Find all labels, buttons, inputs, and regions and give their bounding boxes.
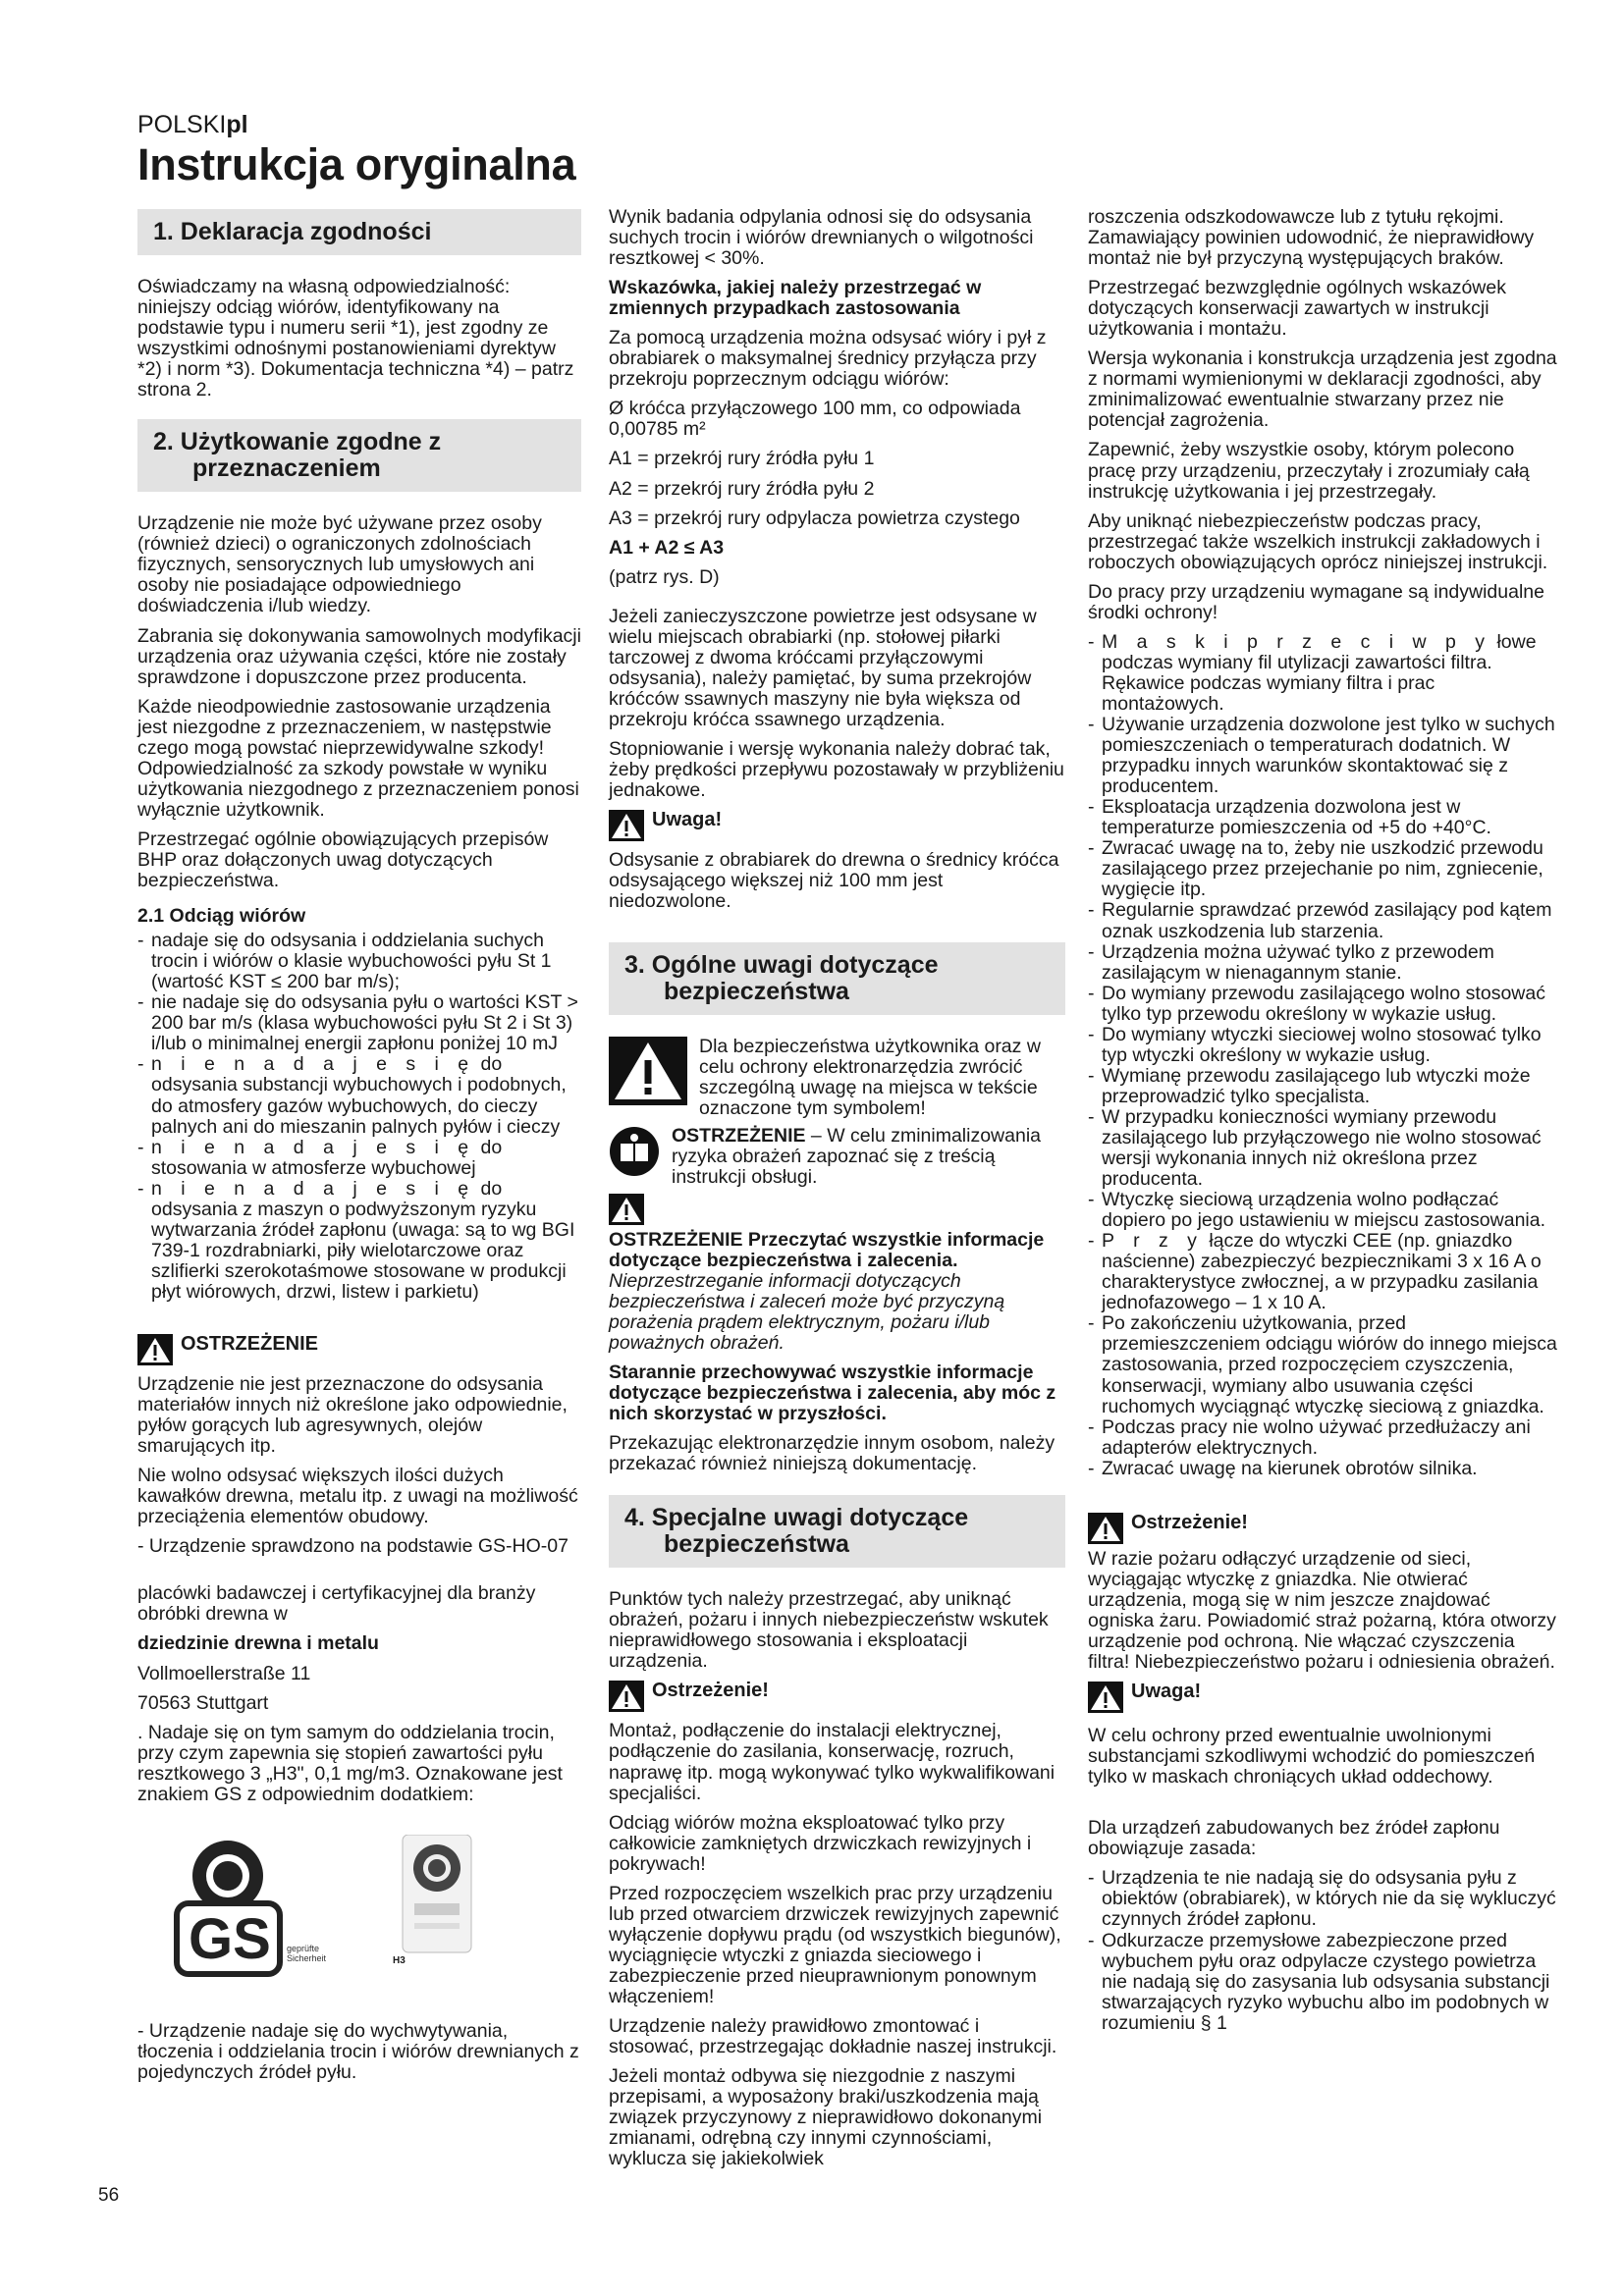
paragraph: Każde nieodpowiednie zastosowanie urządzenia jest niezgodne z przeznaczeniem, w następstwie czego mogą powstać nieprzewidywalne szkody! Odpowiedzialność za szkody powstałe w wyniku użytkowania niezgodnego z przeznaczeniem ponosi wyłącznie użytkownik. (137, 695, 579, 821)
formula: A1 + A2 ≤ A3 (609, 536, 725, 559)
column-1 (137, 209, 581, 2092)
warning-block (609, 1681, 1065, 1717)
paragraph: Odsysanie z obrabiarek do drewna o średnicy króćca odsysającego większej niż 100 mm jest niedozwolone. (609, 849, 1059, 913)
section-heading-4: 4. Specjalne uwagi dotyczące bezpieczeństwa (609, 1495, 1065, 1568)
list-item: - n i e n a d a j e s i ę do stosowania w atmosferze wybuchowej (137, 1138, 581, 1179)
caution-label: Uwaga! (1131, 1681, 1202, 1703)
list-item: - Regularnie sprawdzać przewód zasilający pod kątem oznak uszkodzenia lub starzenia. (1088, 900, 1559, 941)
gs-logo-text: GS (189, 1906, 271, 1971)
warning-block (609, 1194, 1065, 1230)
list-item: - nadaje się do odsysania i oddzielania suchych trocin i wiórów o klasie wybuchowości pyłu St 1 (wartość KST ≤ 200 bar m/s); (137, 931, 581, 992)
paragraph: roszczenia odszkodowawcze lub z tytułu rękojmi. Zamawiający powinien udowodnić, że nieprawidłowy montaż nie był przyczyną występujących braków. (1088, 206, 1535, 270)
paragraph: Urządzenie należy prawidłowo zmontować i stosować, przestrzegając dokładnie naszej instrukcji. (609, 2015, 1057, 2058)
warning-triangle-icon (609, 1681, 644, 1717)
list-item: - n i e n a d a j e s i ę do odsysania substancji wybuchowych i podobnych, do atmosfery gazów wybuchowych, do cieczy palnych ani do mieszanin palnych pyłów i cieczy (137, 1054, 581, 1137)
subsection-heading: 2.1 Odciąg wiórów (137, 905, 306, 928)
gs-logo-caption: geprüfte Sicherheit (287, 1943, 327, 1963)
list-item: - Wymianę przewodu zasilającego lub wtyczki może przeprowadzić tylko specjalista. (1088, 1066, 1559, 1107)
caution-block (1088, 1682, 1559, 1718)
address-city: 70563 Stuttgart (137, 1691, 269, 1714)
paragraph: Do pracy przy urządzeniu wymagane są indywidualne środki ochrony! (1088, 580, 1544, 623)
language-label: POLSKIpl (137, 111, 248, 138)
paragraph: A3 = przekrój rury odpylacza powietrza czystego (609, 507, 1020, 529)
warning-triangle-icon (1088, 1513, 1123, 1549)
paragraph: Stopniowanie i wersję wykonania należy dobrać tak, żeby prędkości przepływu pozostawały w przybliżeniu jednakowe. (609, 737, 1064, 802)
certification-logos (167, 1835, 581, 1982)
paragraph: A1 = przekrój rury źródła pyłu 1 (609, 448, 875, 470)
paragraph: Montaż, podłączenie do instalacji elektrycznej, podłączenie do zasilania, konserwację, rozruch, naprawę itp. mogą wykonywać tylko wykwalifikowani specjaliści. (609, 1720, 1056, 1804)
paragraph: Przekazując elektronarzędzie innym osobom, należy przekazać również niniejszą dokumentację. (609, 1432, 1056, 1475)
section-heading-2: 2. Użytkowanie zgodne z przeznaczeniem (137, 419, 581, 492)
list-item: - Urządzenia te nie nadają się do odsysania pyłu z obiektów (obrabiarek), w których nie da się wykluczyć czynnych źródeł zapłonu. (1088, 1868, 1559, 1930)
list-item: - Zwracać uwagę na kierunek obrotów silnika. (1088, 1459, 1559, 1479)
warning-label: Ostrzeżenie! (652, 1680, 769, 1702)
paragraph-heading: Starannie przechowywać wszystkie informacje dotyczące bezpieczeństwa i zalecenia, aby móc z nich skorzystać w przyszłości. (609, 1361, 1056, 1425)
paragraph: Oświadczamy na własną odpowiedzialność: niniejszy odciąg wiórów, identyfikowany na podstawie typu i numeru serii *1), jest zgodny ze wszystkimi odnośnymi postanowieniami dyrektyw *2) i norm *3). Dokumentacja techniczna *4) – patrz strona 2. (137, 276, 574, 401)
list-item: - M a s k i p r z e c i w p y łowe podczas wymiany fil utylizacji zawartości filtra. Rękawice podczas wymiany filtra i prac montażowych. (1088, 632, 1559, 715)
read-manual-block (609, 1126, 1065, 1188)
paragraph: Przed rozpoczęciem wszelkich prac przy urządzeniu lub przed otwarciem drzwiczek rewizyjnych zapewnić wyłączenie dopływu prądu (od wszystkich biegunów), wyciągnięcie wtyczki z gniazda sieciowego i zabezpieczenie przed nieuprawnionym ponownym włączeniem! (609, 1882, 1061, 2007)
warning-triangle-icon (137, 1334, 173, 1370)
paragraph: Za pomocą urządzenia można odsysać wióry i pył z obrabiarek o maksymalnej średnicy przyłącza przy przekroju poprzecznym odciągu wiórów: (609, 327, 1047, 391)
list-item: - nie nadaje się do odsysania pyłu o wartości KST > 200 bar m/s (klasa wybuchowości pyłu St 2 i St 3) i/lub o minimalnej energii zapłonu poniżej 10 mJ (137, 992, 581, 1054)
paragraph: Dla bezpieczeństwa użytkownika oraz w celu ochrony elektronarzędzia zwrócić szczególną uwagę na miejsca w tekście oznaczone tym symbolem! (699, 1036, 1041, 1120)
paragraph: Jeżeli zanieczyszczone powietrze jest odsysane w wielu miejscach obrabiarki (np. stołowej piłarki tarczowej z dwoma króćcami przyłączowymi odsysania), należy pamiętać, by suma przekrojów króćców ssawnych maszyny nie była większa od przekroju króćca ssawnego urządzenia. (609, 605, 1037, 730)
gs-logo (167, 1835, 334, 1982)
list-item: - Zwracać uwagę na to, żeby nie uszkodzić przewodu zasilającego przez przejechanie po nim, zgniecenie, wygięcie itp. (1088, 838, 1559, 900)
dash-list (137, 931, 581, 1303)
caution-block (609, 810, 1065, 846)
warning-triangle-icon (609, 810, 644, 846)
address-street: Vollmoellerstraße 11 (137, 1662, 311, 1684)
paragraph: Zabrania się dokonywania samowolnych modyfikacji urządzenia oraz używania części, które nie zostały sprawdzone i dopuszczone przez producenta. (137, 624, 581, 688)
list-item: - Wtyczkę sieciową urządzenia wolno podłączać dopiero po jego ustawieniu w miejscu zastosowania. (1088, 1190, 1559, 1231)
paragraph: Wersja wykonania i konstrukcja urządzenia jest zgodna z normami wymienionymi w deklaracji zgodności, aby zminimalizować ewentualnie stwarzany przez nie potencjał zagrożenia. (1088, 347, 1557, 432)
paragraph: . Nadaje się on tym samym do oddzielania trocin, przy czym zapewnia się stopień zawartości pyłu resztkowego 3 „H3", 0,1 mg/m3. Oznakowane jest znakiem GS z odpowiednim dodatkiem: (137, 1721, 563, 1805)
paragraph: W razie pożaru odłączyć urządzenie od sieci, wyciągając wtyczkę z gniazdka. Nie otwierać urządzenia, mogą się w nim jeszcze znajdować ogniska żaru. Powiadomić straż pożarną, która otworzy urządzenie pod ochroną. Nie włączać czyszczenia filtra! Niebezpieczeństwo pożaru i odniesienia obrażeń. (1088, 1547, 1556, 1674)
paragraph: OSTRZEŻENIE – W celu zminimalizowania ryzyka obrażeń zapoznać się z treścią instrukcji obsługi. (672, 1124, 1042, 1188)
list-item: - W przypadku konieczności wymiany przewodu zasilającego lub przyłączowego nie wolno stosować wersji wykonania innych niż określona przez producenta. (1088, 1107, 1559, 1190)
safety-symbol-block (609, 1037, 1065, 1119)
section-heading-3: 3. Ogólne uwagi dotyczące bezpieczeństwa (609, 942, 1065, 1015)
warning-triangle-icon (609, 1037, 687, 1110)
paragraph: Zapewnić, żeby wszystkie osoby, którym polecono pracę przy urządzeniu, przeczytały i zrozumiały całą instrukcję użytkowania i jej przestrzegały. (1088, 439, 1530, 503)
page-number: 56 (98, 2185, 120, 2206)
paragraph: Dla urządzeń zabudowanych bez źródeł zapłonu obowiązuje zasada: (1088, 1817, 1500, 1860)
list-item: - n i e n a d a j e s i ę do odsysania z maszyn o podwyższonym ryzyku wytwarzania źródeł zapłonu (uwaga: są to wg BGI 739-1 rozdrabniarki, piły wielotarczowe oraz szlifierki szerokotaśmowe stosowane w produkcji płyt wiórowych, drzwi, listew i parkietu) (137, 1179, 581, 1303)
column-2 (609, 207, 1065, 2178)
paragraph: Punktów tych należy przestrzegać, aby uniknąć obrażeń, pożaru i innych niebezpieczeństw wskutek nieprawidłowego stosowania i eksploatacji urządzenia. (609, 1588, 1049, 1673)
h3-label-logo (393, 1835, 481, 1982)
list-item: - Do wymiany wtyczki sieciowej wolno stosować tylko typ wtyczki określony w wykazie usług. (1088, 1025, 1559, 1066)
paragraph: Ø króćca przyłączowego 100 mm, co odpowiada 0,00785 m² (609, 398, 1021, 441)
paragraph: Przestrzegać ogólnie obowiązujących przepisów BHP oraz dołączonych uwag dotyczących bezpieczeństwa. (137, 828, 549, 892)
paragraph: - Urządzenie nadaje się do wychwytywania, tłoczenia i oddzielania trocin i wiórów drewnianych z pojedynczych źródeł pyłu. (137, 2019, 579, 2083)
paragraph: A2 = przekrój rury źródła pyłu 2 (609, 477, 875, 500)
dash-list (1088, 632, 1559, 1479)
list-item: - Urządzenia można używać tylko z przewodem zasilającym w nienagannym stanie. (1088, 942, 1559, 984)
paragraph: Urządzenie nie może być używane przez osoby (również dzieci) o ograniczonych zdolnościach fizycznych, sensorycznych lub umysłowych ani osoby nie posiadające odpowiedniego doświadczenia i/lub wiedzy. (137, 512, 542, 617)
section-heading-1: 1. Deklaracja zgodności (137, 209, 581, 255)
paragraph: Nie wolno odsysać większych ilości dużych kawałków drewna, metalu itp. z uwagi na możliwość przeciążenia elementów obudowy. (137, 1465, 578, 1528)
warning-block (1088, 1513, 1559, 1549)
paragraph: placówki badawczej i certyfikacyjnej dla branży obróbki drewna w (137, 1582, 536, 1626)
warning-label: OSTRZEŻENIE (181, 1332, 319, 1355)
warning-label: Ostrzeżenie! (1131, 1511, 1248, 1533)
paragraph: Jeżeli montaż odbywa się niezgodnie z naszymi przepisami, a wyposażony braki/uszkodzenia mają związek przyczynowy z nieprawidłowo dokonanymi zmianami, odrębną czy innymi czynnościami, wyklucza się jakiekolwiek (609, 2065, 1043, 2170)
list-item: - Podczas pracy nie wolno używać przedłużaczy ani adapterów elektrycznych. (1088, 1417, 1559, 1459)
read-manual-icon (609, 1126, 660, 1182)
list-item: - Używanie urządzenia dozwolone jest tylko w suchych pomieszczeniach o temperaturach dodatnich. W przypadku innych warunków skontaktować się z producentem. (1088, 715, 1559, 797)
list-item: - Do wymiany przewodu zasilającego wolno stosować tylko typ przewodu określony w wykazie usług. (1088, 984, 1559, 1025)
list-item: - Po zakończeniu użytkowania, przed przemieszczeniem odciągu wiórów do innego miejsca zastosowania, przed rozpoczęciem czyszczenia, konserwacji, wymiany albo usuwania części ruchomych wyciągnąć wtyczkę sieciową z gniazdka. (1088, 1313, 1559, 1416)
warning-triangle-icon (1088, 1682, 1123, 1718)
paragraph: Aby uniknąć niebezpieczeństw podczas pracy, przestrzegać także wszelkich instrukcji zakładowych i roboczych obowiązujących oprócz niniejszej instrukcji. (1088, 509, 1548, 573)
list-item: - P r z y łącze do wtyczki CEE (np. gniazdko naścienne) zabezpieczyć bezpiecznikami 3 x 16 A o charakterystyce zwłocznej, a w przypadku zasilania jednofazowego – 1 x 10 A. (1088, 1231, 1559, 1313)
paragraph: - Urządzenie sprawdzono na podstawie GS-HO-07 (137, 1535, 568, 1558)
caution-label: Uwaga! (652, 809, 723, 831)
paragraph: dziedzinie drewna i metalu (137, 1632, 379, 1655)
paragraph: Wynik badania odpylania odnosi się do odsysania suchych trocin i wiórów drewnianych o wilgotności resztkowej < 30%. (609, 206, 1034, 270)
paragraph: Odciąg wiórów można eksploatować tylko przy całkowicie zamkniętych drzwiczkach rewizyjnych i pokrywach! (609, 1811, 1032, 1875)
paragraph-heading: Wskazówka, jakiej należy przestrzegać w zmiennych przypadkach zastosowania (609, 277, 982, 320)
warning-block (137, 1334, 581, 1370)
page-title: Instrukcja oryginalna (137, 139, 576, 189)
paragraph: Przestrzegać bezwzględnie ogólnych wskazówek dotyczących konserwacji zawartych w instrukcji użytkowania i montażu. (1088, 277, 1506, 341)
paragraph: W celu ochrony przed ewentualnie uwolnionymi substancjami szkodliwymi wchodzić do pomieszczeń tylko w maskach chroniących układ oddechowy. (1088, 1725, 1536, 1789)
paragraph: (patrz rys. D) (609, 565, 720, 588)
dash-list (1088, 1868, 1559, 2033)
paragraph: OSTRZEŻENIE Przeczytać wszystkie informacje dotyczące bezpieczeństwa i zalecenia. Nieprzestrzeganie informacji dotyczących bezpieczeństwa i zaleceń może być przyczyną porażenia prądem elektrycznym, pożaru i/lub poważnych obrażeń. (609, 1228, 1045, 1354)
paragraph: Urządzenie nie jest przeznaczone do odsysania materiałów innych niż określone jako odpowiednie, pyłów gorących lub agresywnych, olejów smarujących itp. (137, 1373, 568, 1458)
list-item: - Odkurzacze przemysłowe zabezpieczone przed wybuchem pyłu oraz odpylacze czystego powietrza nie nadają się do zasysania lub odsysania substancji stwarzających ryzyko wybuchu albo im podobnych w rozumieniu § 1 (1088, 1931, 1559, 2034)
h3-label: H3 (393, 1954, 406, 1966)
warning-triangle-icon (609, 1194, 644, 1230)
column-3 (1088, 207, 1559, 2044)
list-item: - Eksploatacja urządzenia dozwolona jest w temperaturze pomieszczenia od +5 do +40°C. (1088, 797, 1559, 838)
